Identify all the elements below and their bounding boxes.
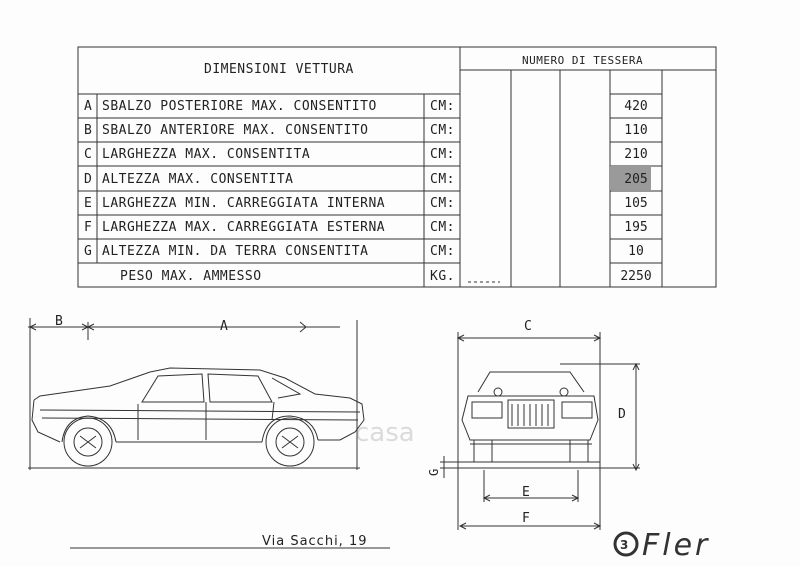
row-unit: CM: <box>430 147 455 162</box>
dim-c-label: C <box>524 319 532 334</box>
row-label: ALTEZZA MAX. CONSENTITA <box>102 172 294 187</box>
dim-f-label: F <box>522 511 530 526</box>
row-label: ALTEZZA MIN. DA TERRA CONSENTITA <box>102 244 369 259</box>
row-unit: CM: <box>430 172 455 187</box>
watermark: casa <box>355 418 415 448</box>
row-value: 195 <box>624 220 648 235</box>
dim-e-label: E <box>522 485 530 500</box>
row-letter: A <box>84 99 92 114</box>
brand-name: Fler <box>642 528 711 563</box>
row-label: LARGHEZZA MIN. CARREGGIATA INTERNA <box>102 196 386 211</box>
dim-b-label: B <box>55 314 63 329</box>
row-label: PESO MAX. AMMESSO <box>120 269 262 284</box>
dim-g-label: G <box>427 468 441 476</box>
row-unit: CM: <box>430 220 455 235</box>
row-letter: E <box>84 196 92 211</box>
row-label: SBALZO POSTERIORE MAX. CONSENTITO <box>102 99 377 114</box>
row-letter: G <box>84 244 92 259</box>
svg-text:3: 3 <box>620 538 629 552</box>
row-letter: D <box>84 172 92 187</box>
row-letter: C <box>84 147 92 162</box>
row-value: 210 <box>624 147 648 162</box>
row-label: SBALZO ANTERIORE MAX. CONSENTITO <box>102 123 369 138</box>
row-unit: CM: <box>430 244 455 259</box>
row-unit: CM: <box>430 99 455 114</box>
row-value-highlighted: 205 <box>624 172 648 187</box>
row-letter: F <box>84 220 92 235</box>
row-value: 110 <box>624 123 648 138</box>
row-unit: CM: <box>430 123 455 138</box>
row-unit: KG. <box>430 269 455 284</box>
table-title: DIMENSIONI VETTURA <box>204 62 354 77</box>
row-unit: CM: <box>430 196 455 211</box>
dim-a-label: A <box>220 319 228 334</box>
row-label: LARGHEZZA MAX. CARREGGIATA ESTERNA <box>102 220 386 235</box>
dim-d-label: D <box>618 407 626 422</box>
row-value: 2250 <box>620 269 652 284</box>
card-number-header: NUMERO DI TESSERA <box>522 54 644 67</box>
row-letter: B <box>84 123 92 138</box>
row-value: 10 <box>628 244 644 259</box>
row-label: LARGHEZZA MAX. CONSENTITA <box>102 147 311 162</box>
row-value: 420 <box>624 99 648 114</box>
row-value: 105 <box>624 196 648 211</box>
footer-address: Via Sacchi, 19 <box>262 534 368 549</box>
